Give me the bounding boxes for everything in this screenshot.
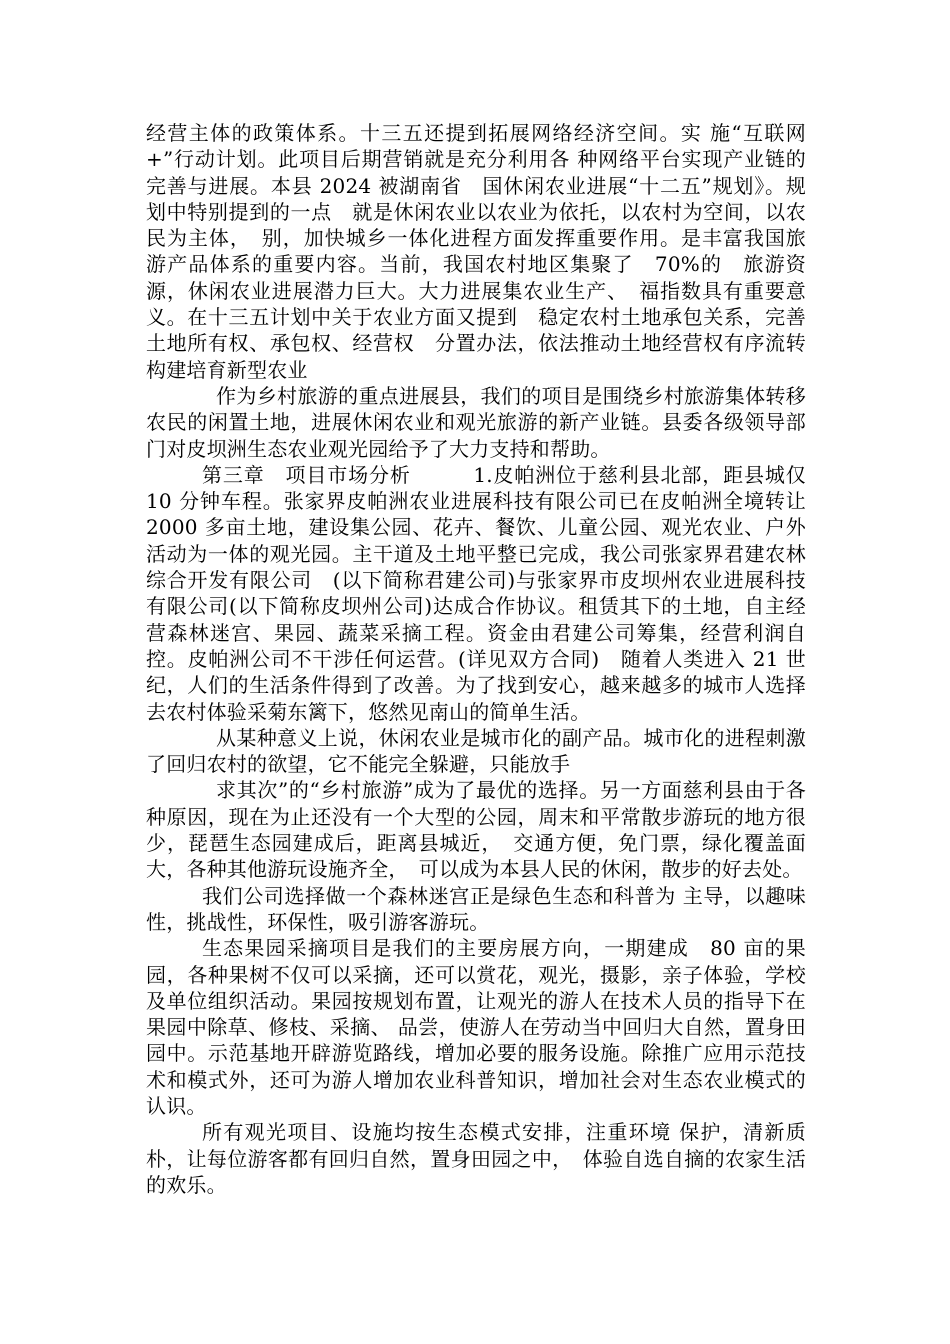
paragraph-orchard-picking: 生态果园采摘项目是我们的主要房展方向，一期建成 80 亩的果园，各种果树不仅可以采摘，还可以赏花，观光，摄影，亲子体验，学校及单位组织活动。果园按规划布置，让观光的游人在技术人员的指导下在果园中除草、修枝、采摘、 品尝，使游人在劳动当中回归大自然，置身田园中。示范基地开辟游览路线，增加必要的服务设施。除推广应用示范技术和模式外，还可为游人增加农业科普知识，增加社会对生态农业模式的认识。 bbox=[146, 936, 806, 1118]
paragraph-eco-mode: 所有观光项目、设施均按生态模式安排，注重环境 保护，清新质朴，让每位游客都有回归自然，置身田园之中， 体验自选自摘的农家生活的欢乐。 bbox=[146, 1120, 806, 1197]
document-body bbox=[146, 120, 827, 1198]
paragraph-market-analysis: 第三章 项目市场分析 1.皮帕洲位于慈利县北部，距县城仅 10 分钟车程。张家界皮帕洲农业进展科技有限公司已在皮帕洲全境转让 2000 多亩土地，建设集公园、花卉、餐饮、儿童公园、观光农业、户外活动为一体的观光园。主干道及土地平整已完成，我公司张家界君建农林综合开发有限公司 (以下简称君建公司)与张家界市皮坝州农业进展科技有限公司(以下简称皮坝州公司)达成合作协议。租赁其下的土地，自主经营森林迷宫、果园、蔬菜采摘工程。资金由君建公司筹集，经营利润自控。皮帕洲公司不干涉任何运营。(详见双方合同) 随着人类进入 21 世纪，人们的生活条件得到了改善。为了找到安心，越来越多的城市人选择去农村体验采菊东篱下，悠然见南山的简单生活。 bbox=[146, 462, 806, 724]
paragraph-policy-background: 经营主体的政策体系。十三五还提到拓展网络经济空间。实 施“互联网+”行动计划。此项目后期营销就是充分利用各 种网络平台实现产业链的完善与进展。本县 2024 被湖南省 国休闲农业进展“十二五”规划》。规划中特别提到的一点 就是休闲农业以农业为依托，以农村为空间，以农民为主体， 别，加快城乡一体化进程方面发挥重要作用。是丰富我国旅 游产品体系的重要内容。当前，我国农村地区集聚了 70%的 旅游资源，休闲农业进展潜力巨大。大力进展集农业生产、 福指数具有重要意义。在十三五计划中关于农业方面又提到 稳定农村土地承包关系，完善土地所有权、承包权、经营权 分置办法，依法推动土地经营权有序流转构建培育新型农业 bbox=[146, 121, 827, 382]
paragraph-urbanization: 从某种意义上说，休闲农业是城市化的副产品。城市化的进程刺激了回归农村的欲望，它不能完全躲避，只能放手 bbox=[146, 725, 806, 777]
paragraph-key-county: 作为乡村旅游的重点进展县，我们的项目是围绕乡村旅游集体转移农民的闲置土地，进展休闲农业和观光旅游的新产业链。县委各级领导部门对皮坝洲生态农业观光园给予了大力支持和帮助。 bbox=[146, 383, 806, 461]
paragraph-rural-tourism: 求其次”的“乡村旅游”成为了最优的选择。另一方面慈利县由于各种原因，现在为止还没有一个大型的公园，周末和平常散步游玩的地方很少，琵琶生态园建成后，距离县城近， 交通方便，免门票，绿化覆盖面大，各种其他游玩设施齐全， 可以成为本县人民的休闲，散步的好去处。 bbox=[146, 778, 806, 882]
paragraph-forest-maze: 我们公司选择做一个森林迷宫正是绿色生态和科普为 主导，以趣味性，挑战性，环保性，吸引游客游玩。 bbox=[146, 883, 806, 934]
